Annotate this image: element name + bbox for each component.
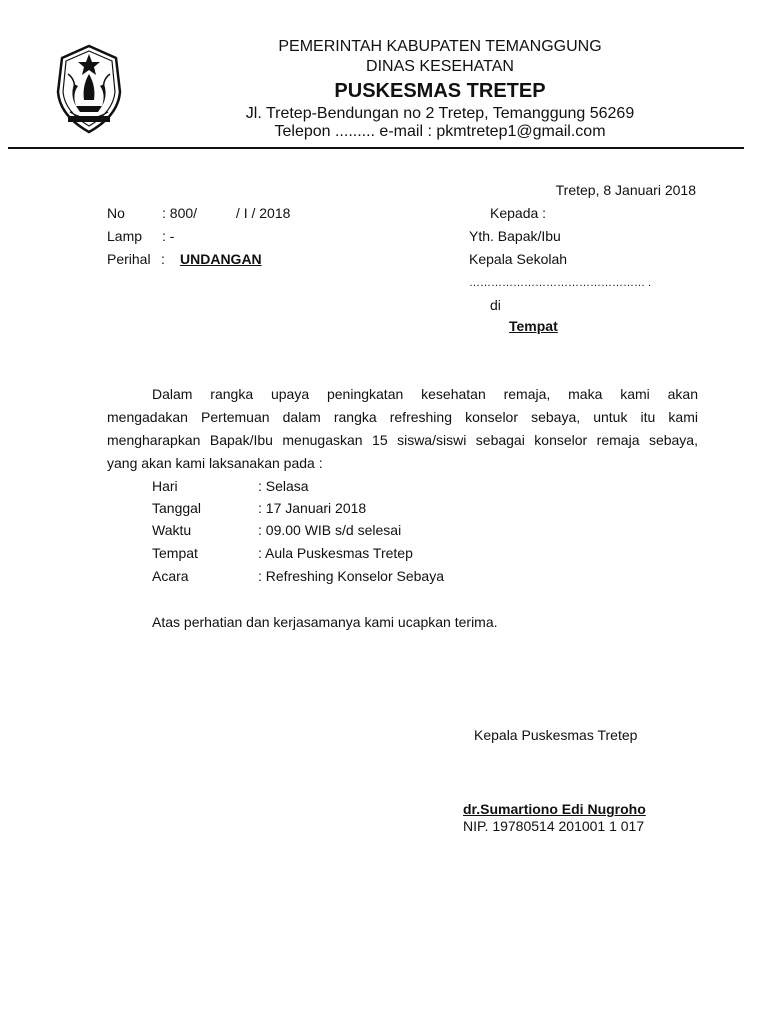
letterhead-address: Jl. Tretep-Bendungan no 2 Tretep, Temanggung 56269: [245, 105, 635, 122]
recipient-kepada: Kepada :: [490, 205, 547, 221]
lamp-label: Lamp: [107, 228, 143, 244]
paragraph-line: yang akan kami laksanakan pada :: [107, 455, 323, 471]
signatory-nip: NIP. 19780514 201001 1 017: [463, 818, 645, 834]
signatory-position: Kepala Puskesmas Tretep: [474, 727, 638, 743]
recipient-title: Kepala Sekolah: [469, 251, 568, 267]
letterhead-institution-name: PUSKESMAS TRETEP: [334, 80, 546, 102]
perihal-label: Perihal: [107, 251, 151, 267]
body-paragraph: [107, 383, 698, 475]
detail-value-waktu: : 09.00 WIB s/d selesai: [258, 522, 402, 538]
recipient-dots: ………………………………………… .: [469, 277, 652, 289]
detail-value-tempat: : Aula Puskesmas Tretep: [258, 545, 413, 561]
lamp-value: : -: [162, 228, 175, 244]
recipient-di: di: [490, 297, 501, 313]
paragraph-line: Dalam rangka upaya peningkatan kesehatan remaja, maka kami akan: [152, 386, 698, 402]
letterhead-line1: PEMERINTAH KABUPATEN TEMANGGUNG: [278, 38, 602, 55]
paragraph-line: mengadakan Pertemuan dalam rangka refreshing konselor sebaya, untuk itu kami: [107, 409, 698, 425]
recipient-yth: Yth. Bapak/Ibu: [469, 228, 561, 244]
detail-value-tanggal: : 17 Januari 2018: [258, 500, 367, 516]
letterhead-contact: Telepon ......... e-mail : pkmtretep1@gmail.com: [274, 123, 606, 140]
perihal-value: UNDANGAN: [180, 251, 262, 267]
paragraph-line: mengharapkan Bapak/Ibu menugaskan 15 siswa/siswi sebagai konselor remaja sebaya,: [107, 432, 698, 448]
detail-label-acara: Acara: [152, 568, 189, 584]
signatory-name: dr.Sumartiono Edi Nugroho: [463, 801, 646, 817]
perihal-colon: :: [161, 251, 165, 267]
recipient-tempat: Tempat: [509, 318, 558, 334]
detail-label-tempat: Tempat: [152, 545, 198, 561]
letterhead-line2: DINAS KESEHATAN: [366, 58, 514, 75]
detail-value-acara: : Refreshing Konselor Sebaya: [258, 568, 444, 584]
no-label: No: [107, 205, 125, 221]
regency-emblem-logo: [54, 44, 124, 136]
no-value: : 800/ / I / 2018: [162, 205, 291, 221]
detail-label-tanggal: Tanggal: [152, 500, 202, 516]
detail-value-hari: : Selasa: [258, 478, 309, 494]
letter-date: Tretep, 8 Januari 2018: [555, 182, 696, 198]
letterhead-divider: [8, 147, 744, 149]
closing-sentence: Atas perhatian dan kerjasamanya kami ucapkan terima.: [152, 614, 498, 630]
detail-label-hari: Hari: [152, 478, 178, 494]
detail-label-waktu: Waktu: [152, 522, 192, 538]
